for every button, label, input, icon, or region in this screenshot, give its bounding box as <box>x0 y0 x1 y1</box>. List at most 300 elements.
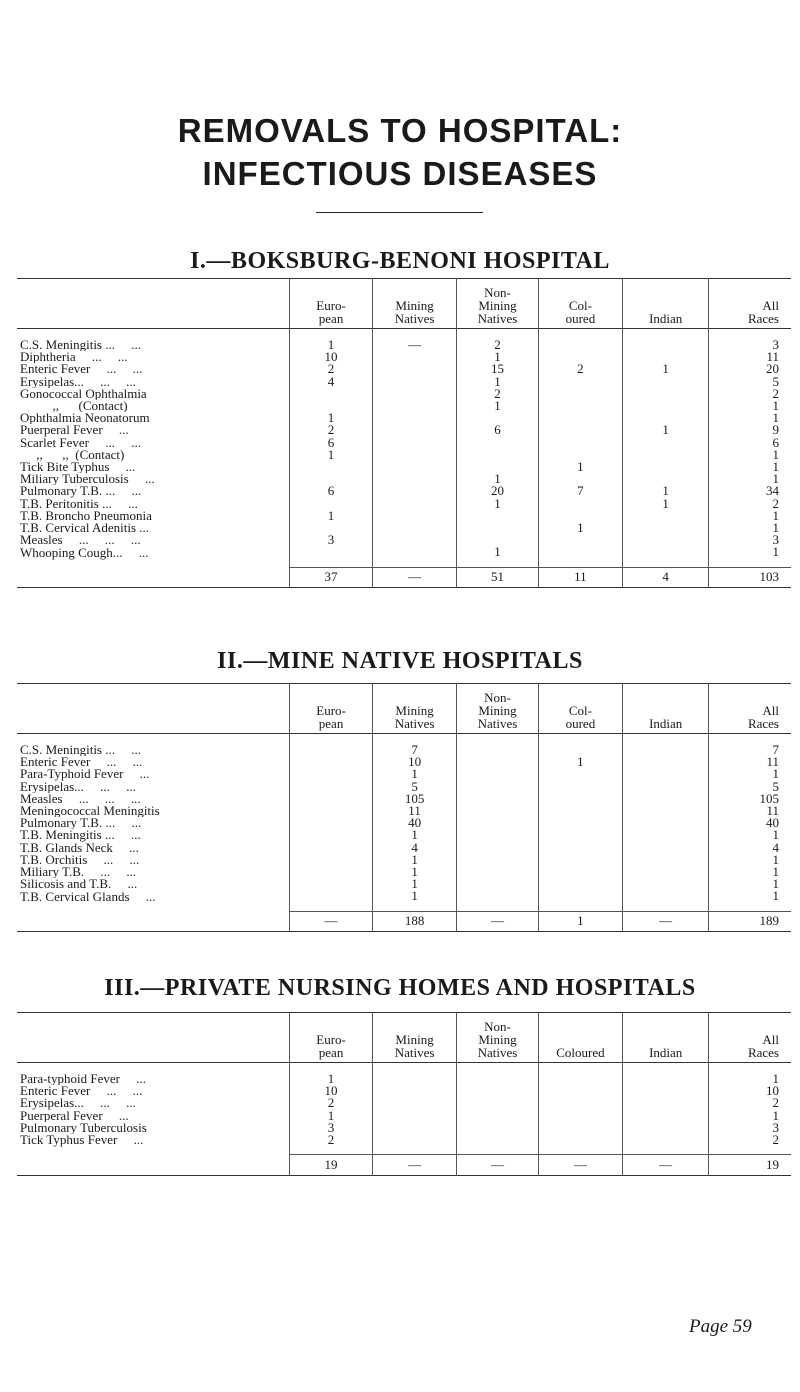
row-label: Pulmonary Tuberculosis <box>20 1121 147 1135</box>
total-value: 37 <box>290 567 372 588</box>
cell-value <box>538 1134 623 1155</box>
table-row <box>17 534 791 546</box>
totals-label-blank <box>17 1155 290 1176</box>
table-row <box>17 400 791 412</box>
cell-value <box>372 437 457 449</box>
total-value: 51 <box>457 567 538 588</box>
cell-value <box>290 829 372 841</box>
row-label: Whooping Cough... ... <box>20 546 149 560</box>
cell-value <box>457 842 538 854</box>
cell-value: 11 <box>709 351 791 363</box>
row-label: Erysipelas... ... ... <box>20 1097 136 1110</box>
cell-value <box>623 1085 709 1097</box>
row-label: T.B. Broncho Pneumonia <box>20 509 152 523</box>
cell-value: 7 <box>538 485 623 497</box>
section-2-table <box>17 683 791 932</box>
cell-value: 2 <box>290 363 372 375</box>
row-label: Measles ... ... ... <box>20 792 141 806</box>
cell-value: 2 <box>538 363 623 375</box>
cell-value: 40 <box>709 817 791 829</box>
row-label: Meningococcal Meningitis <box>20 805 160 818</box>
cell-value: 1 <box>709 449 791 461</box>
table-row <box>17 351 791 363</box>
cell-value <box>538 388 623 400</box>
cell-value: 1 <box>290 412 372 424</box>
cell-value <box>457 1097 538 1109</box>
row-label: T.B. Orchitis ... ... <box>20 853 140 867</box>
cell-value: 1 <box>623 485 709 497</box>
cell-value <box>623 388 709 400</box>
row-label: Para-typhoid Fever ... <box>20 1071 147 1086</box>
column-header: Coloured <box>538 1013 623 1063</box>
cell-value <box>372 1097 457 1109</box>
column-header: Indian <box>623 279 709 329</box>
table-row <box>17 890 791 911</box>
cell-value <box>372 449 457 461</box>
cell-value: 1 <box>709 878 791 890</box>
cell-value <box>623 437 709 449</box>
column-header: Col- oured <box>538 684 623 734</box>
cell-value <box>538 376 623 388</box>
column-header: Indian <box>623 684 709 734</box>
totals-row <box>17 911 791 932</box>
cell-value: 1 <box>709 890 791 911</box>
row-label: Para-Typhoid Fever ... <box>20 768 150 781</box>
cell-value: 40 <box>372 817 457 829</box>
cell-value <box>457 1085 538 1097</box>
cell-value <box>290 842 372 854</box>
cell-value <box>457 756 538 768</box>
cell-value <box>538 793 623 805</box>
cell-value <box>372 388 457 400</box>
row-label: T.B. Meningitis ... ... <box>20 829 141 842</box>
column-header: Non- Mining Natives <box>457 684 538 734</box>
cell-value <box>623 1134 709 1155</box>
cell-value <box>457 1063 538 1086</box>
cell-value: 2 <box>290 1134 372 1155</box>
cell-value <box>372 498 457 510</box>
cell-value <box>623 473 709 485</box>
cell-value <box>290 768 372 780</box>
section-1-table <box>17 278 791 588</box>
total-value: 188 <box>372 911 457 932</box>
column-header: Euro- pean <box>290 684 372 734</box>
table-row <box>17 1122 791 1134</box>
table-row <box>17 1134 791 1155</box>
cell-value <box>457 1134 538 1155</box>
cell-value <box>623 534 709 546</box>
cell-value: 1 <box>709 546 791 567</box>
cell-value <box>290 781 372 793</box>
cell-value <box>623 1063 709 1086</box>
cell-value <box>457 878 538 890</box>
cell-value: 1 <box>290 449 372 461</box>
cell-value: 2 <box>709 388 791 400</box>
header-row <box>17 1013 791 1063</box>
cell-value: 1 <box>538 461 623 473</box>
cell-value: 11 <box>709 756 791 768</box>
cell-value <box>623 866 709 878</box>
cell-value <box>457 768 538 780</box>
section-1-title: I.—BOKSBURG-BENONI HOSPITAL <box>190 248 610 274</box>
row-label: Ophthalmia Neonatorum <box>20 412 150 425</box>
cell-value: 1 <box>457 473 538 485</box>
cell-value <box>623 329 709 352</box>
cell-value <box>623 817 709 829</box>
cell-value: 1 <box>709 829 791 841</box>
cell-value: 1 <box>290 329 372 352</box>
cell-value <box>623 756 709 768</box>
totals-row <box>17 1155 791 1176</box>
cell-value: 5 <box>709 781 791 793</box>
cell-value <box>623 805 709 817</box>
cell-value <box>290 854 372 866</box>
cell-value <box>457 1122 538 1134</box>
cell-value: 6 <box>290 485 372 497</box>
cell-value: 1 <box>709 854 791 866</box>
cell-value <box>623 734 709 757</box>
cell-value: 15 <box>457 363 538 375</box>
row-label: T.B. Peritonitis ... ... <box>20 497 138 510</box>
cell-value: 1 <box>709 400 791 412</box>
total-value: — <box>457 1155 538 1176</box>
cell-value: 6 <box>709 437 791 449</box>
table-row <box>17 461 791 473</box>
table-row <box>17 363 791 375</box>
row-label: ,, ,, (Contact) <box>20 448 125 462</box>
cell-value <box>623 400 709 412</box>
page-title-line2: INFECTIOUS DISEASES <box>202 155 598 192</box>
cell-value: — <box>372 329 457 352</box>
table-row <box>17 781 791 793</box>
row-label: C.S. Meningitis ... ... <box>20 742 141 757</box>
cell-value: 7 <box>709 734 791 757</box>
cell-value: 7 <box>372 734 457 757</box>
cell-value <box>538 768 623 780</box>
row-label: Measles ... ... ... <box>20 534 141 547</box>
cell-value <box>623 793 709 805</box>
cell-value: 1 <box>538 756 623 768</box>
cell-value: 4 <box>290 376 372 388</box>
column-header: Col- oured <box>538 279 623 329</box>
total-value: — <box>457 911 538 932</box>
cell-value: 3 <box>709 329 791 352</box>
cell-value <box>623 829 709 841</box>
cell-value: 2 <box>457 329 538 352</box>
total-value: — <box>623 1155 709 1176</box>
column-header: Mining Natives <box>372 684 457 734</box>
cell-value <box>623 768 709 780</box>
cell-value <box>290 805 372 817</box>
section-3-title: III.—PRIVATE NURSING HOMES AND HOSPITALS <box>104 975 696 1001</box>
cell-value <box>623 842 709 854</box>
table-row <box>17 1110 791 1122</box>
table-row <box>17 485 791 497</box>
cell-value: 10 <box>372 756 457 768</box>
column-header: All Races <box>709 684 791 734</box>
table-row <box>17 546 791 567</box>
header-row <box>17 684 791 734</box>
cell-value <box>538 866 623 878</box>
column-header: Non- Mining Natives <box>457 1013 538 1063</box>
cell-value <box>372 473 457 485</box>
cell-value <box>290 756 372 768</box>
cell-value <box>457 510 538 522</box>
row-label: T.B. Cervical Glands ... <box>20 890 156 904</box>
cell-value: 1 <box>457 546 538 567</box>
cell-value <box>538 534 623 546</box>
cell-value <box>457 734 538 757</box>
total-value: — <box>538 1155 623 1176</box>
cell-value: 1 <box>372 890 457 911</box>
cell-value: 1 <box>457 400 538 412</box>
total-value: — <box>372 567 457 588</box>
cell-value: 1 <box>709 768 791 780</box>
cell-value: 1 <box>290 1063 372 1086</box>
cell-value <box>372 510 457 522</box>
cell-value <box>623 854 709 866</box>
cell-value <box>538 842 623 854</box>
cell-value <box>623 1097 709 1109</box>
cell-value: 34 <box>709 485 791 497</box>
cell-value <box>372 1110 457 1122</box>
cell-value <box>538 829 623 841</box>
cell-value <box>623 412 709 424</box>
cell-value <box>290 817 372 829</box>
section-2-title: II.—MINE NATIVE HOSPITALS <box>217 648 583 674</box>
cell-value: 1 <box>623 363 709 375</box>
cell-value: 1 <box>457 498 538 510</box>
cell-value <box>457 866 538 878</box>
row-label: Tick Bite Typhus ... <box>20 461 136 474</box>
cell-value <box>538 329 623 352</box>
total-value: 1 <box>538 911 623 932</box>
cell-value: 6 <box>457 424 538 436</box>
table-row <box>17 878 791 890</box>
cell-value <box>623 890 709 911</box>
column-header: All Races <box>709 1013 791 1063</box>
cell-value: 20 <box>457 485 538 497</box>
cell-value <box>290 388 372 400</box>
column-header: Euro- pean <box>290 279 372 329</box>
cell-value <box>372 363 457 375</box>
cell-value: 1 <box>290 1110 372 1122</box>
cell-value <box>538 878 623 890</box>
cell-value <box>538 854 623 866</box>
cell-value <box>290 498 372 510</box>
cell-value: 1 <box>623 424 709 436</box>
cell-value <box>457 817 538 829</box>
table-row <box>17 424 791 436</box>
row-label: C.S. Meningitis ... ... <box>20 337 141 352</box>
table-row <box>17 805 791 817</box>
cell-value: 2 <box>709 498 791 510</box>
table-row <box>17 498 791 510</box>
cell-value <box>372 1063 457 1086</box>
column-header: Indian <box>623 1013 709 1063</box>
table-row <box>17 854 791 866</box>
table-row <box>17 793 791 805</box>
header-blank <box>17 684 290 734</box>
cell-value <box>538 437 623 449</box>
cell-value <box>372 400 457 412</box>
cell-value: 1 <box>709 1110 791 1122</box>
cell-value: 105 <box>709 793 791 805</box>
row-label: Pulmonary T.B. ... ... <box>20 485 142 498</box>
row-label: Puerperal Fever ... <box>20 1109 129 1122</box>
table-row <box>17 734 791 757</box>
cell-value <box>290 473 372 485</box>
cell-value <box>538 781 623 793</box>
cell-value <box>623 1122 709 1134</box>
cell-value <box>457 437 538 449</box>
cell-value: 1 <box>709 510 791 522</box>
cell-value: 1 <box>709 1063 791 1086</box>
column-header: Mining Natives <box>372 1013 457 1063</box>
cell-value: 1 <box>372 878 457 890</box>
cell-value: 5 <box>372 781 457 793</box>
table-row <box>17 510 791 522</box>
table-row <box>17 388 791 400</box>
cell-value <box>538 734 623 757</box>
cell-value <box>372 485 457 497</box>
cell-value <box>372 1122 457 1134</box>
cell-value <box>538 1085 623 1097</box>
cell-value: 11 <box>372 805 457 817</box>
cell-value <box>538 1097 623 1109</box>
cell-value <box>290 793 372 805</box>
cell-value: 1 <box>372 829 457 841</box>
row-label: Diphtheria ... ... <box>20 351 128 364</box>
row-label: T.B. Cervical Adenitis ... <box>20 522 150 535</box>
cell-value <box>538 498 623 510</box>
cell-value <box>538 412 623 424</box>
cell-value <box>290 400 372 412</box>
cell-value: 1 <box>457 376 538 388</box>
cell-value <box>290 734 372 757</box>
table-row <box>17 522 791 534</box>
section-3-table <box>17 1012 791 1176</box>
cell-value <box>538 449 623 461</box>
cell-value <box>623 510 709 522</box>
cell-value <box>457 890 538 911</box>
cell-value: 10 <box>290 351 372 363</box>
cell-value <box>623 351 709 363</box>
cell-value <box>623 781 709 793</box>
row-label: T.B. Glands Neck ... <box>20 841 139 854</box>
total-value: — <box>623 911 709 932</box>
row-label: Enteric Fever ... ... <box>20 1085 143 1098</box>
totals-label-blank <box>17 567 290 588</box>
cell-value: 2 <box>290 424 372 436</box>
table-row <box>17 437 791 449</box>
total-value: 11 <box>538 567 623 588</box>
table-row <box>17 329 791 352</box>
cell-value: 1 <box>372 768 457 780</box>
totals-row <box>17 567 791 588</box>
cell-value: 1 <box>709 461 791 473</box>
cell-value: 10 <box>709 1085 791 1097</box>
table-row <box>17 449 791 461</box>
cell-value: 3 <box>290 534 372 546</box>
table-row <box>17 1085 791 1097</box>
table-row <box>17 376 791 388</box>
total-value: — <box>372 1155 457 1176</box>
cell-value <box>457 449 538 461</box>
table-row <box>17 866 791 878</box>
cell-value <box>538 510 623 522</box>
row-label: Erysipelas... ... ... <box>20 780 136 793</box>
page-number: Page 59 <box>689 1316 752 1337</box>
cell-value <box>457 781 538 793</box>
cell-value <box>538 546 623 567</box>
cell-value <box>457 534 538 546</box>
cell-value <box>372 546 457 567</box>
table-row <box>17 817 791 829</box>
cell-value: 20 <box>709 363 791 375</box>
cell-value: 9 <box>709 424 791 436</box>
cell-value: 11 <box>709 805 791 817</box>
table-row <box>17 1097 791 1109</box>
total-value: 103 <box>709 567 791 588</box>
header-row <box>17 279 791 329</box>
cell-value <box>538 400 623 412</box>
row-label: Puerperal Fever ... <box>20 424 129 437</box>
cell-value <box>372 1085 457 1097</box>
cell-value <box>538 817 623 829</box>
cell-value: 4 <box>709 842 791 854</box>
cell-value <box>538 1063 623 1086</box>
totals-label-blank <box>17 911 290 932</box>
total-value: 19 <box>709 1155 791 1176</box>
cell-value: 3 <box>709 1122 791 1134</box>
table-row <box>17 473 791 485</box>
page-title-line1: REMOVALS TO HOSPITAL: <box>177 112 623 149</box>
column-header: Euro- pean <box>290 1013 372 1063</box>
table-row <box>17 412 791 424</box>
cell-value <box>623 461 709 473</box>
cell-value: 1 <box>709 412 791 424</box>
row-label: Enteric Fever ... ... <box>20 756 143 769</box>
cell-value <box>290 866 372 878</box>
table-row <box>17 756 791 768</box>
table-row <box>17 768 791 780</box>
table-row <box>17 842 791 854</box>
total-value: 4 <box>623 567 709 588</box>
column-header: Non- Mining Natives <box>457 279 538 329</box>
cell-value <box>372 461 457 473</box>
cell-value <box>290 522 372 534</box>
cell-value <box>372 522 457 534</box>
cell-value <box>457 793 538 805</box>
cell-value <box>372 534 457 546</box>
cell-value <box>457 1110 538 1122</box>
cell-value <box>623 1110 709 1122</box>
table-row <box>17 1063 791 1086</box>
cell-value <box>290 890 372 911</box>
cell-value <box>290 461 372 473</box>
row-label: Miliary Tuberculosis ... <box>20 473 155 486</box>
cell-value: 4 <box>372 842 457 854</box>
cell-value <box>372 412 457 424</box>
row-label: Tick Typhus Fever ... <box>20 1134 144 1148</box>
cell-value: 2 <box>290 1097 372 1109</box>
cell-value: 1 <box>372 854 457 866</box>
cell-value: 2 <box>709 1134 791 1155</box>
row-label: Silicosis and T.B. ... <box>20 878 138 891</box>
cell-value <box>538 890 623 911</box>
cell-value <box>538 805 623 817</box>
